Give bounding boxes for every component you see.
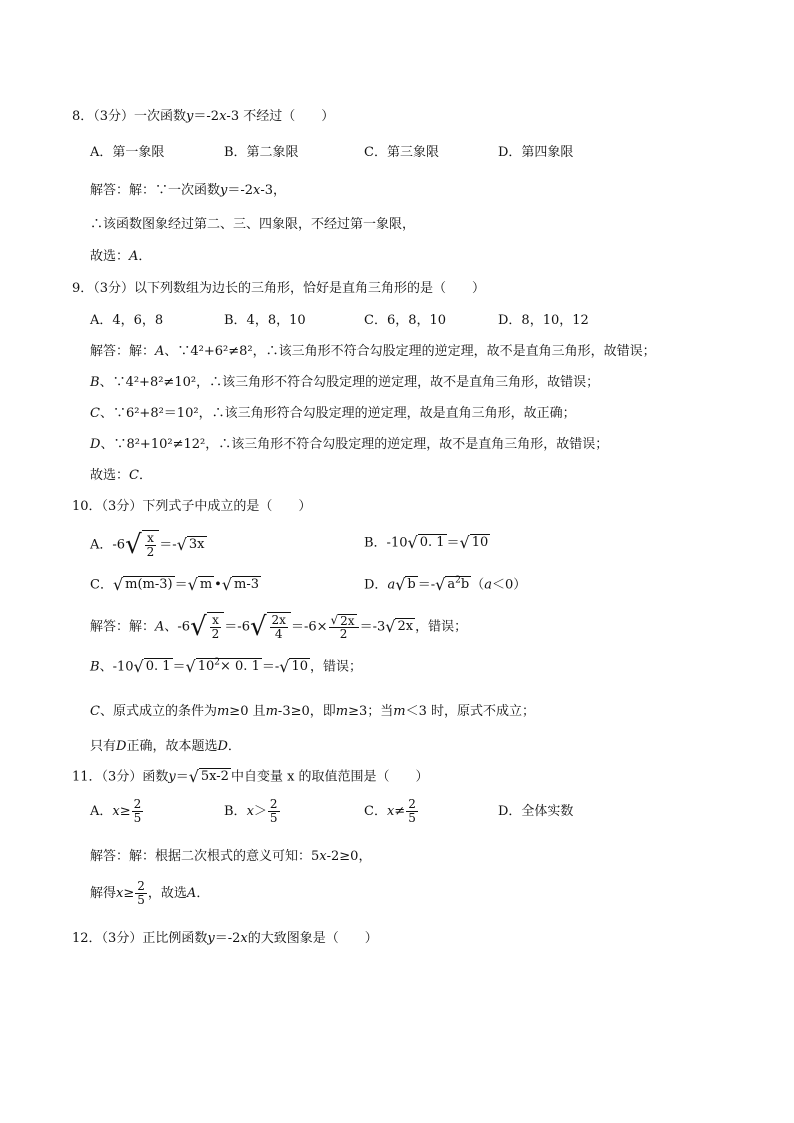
radical: √ $\frac{x}{2}$: [190, 612, 224, 642]
q11-option-a: A．x≥ $\frac{2}{5}$: [90, 797, 142, 825]
radical: √ b: [395, 575, 416, 594]
radical: √ m-3: [221, 575, 260, 594]
q8-option-a: A．第一象限: [90, 145, 165, 160]
q10-answer-end: 只有D正确，故本题选D．: [90, 739, 241, 754]
radical: √ 10: [279, 657, 309, 676]
q9-option-c: C．6，8，10: [364, 313, 447, 328]
radical: √ 10: [459, 533, 489, 552]
q10-option-a: A．-6 √ $\frac{x}{2}$ ＝- √ 3x: [90, 530, 205, 560]
q8-option-c: C．第三象限: [364, 145, 439, 160]
q11-options: [0, 798, 794, 830]
q10-answer-c: C、原式成立的条件为m≥0 且m-3≥0，即m≥3；当m＜3 时，原式不成立；: [90, 704, 535, 719]
radical: √ 2x: [385, 617, 414, 636]
q10-option-c: C． √ m(m-3) ＝ √ m • √ m-3: [90, 575, 260, 594]
radical: √ 2x: [330, 612, 355, 628]
q9-options: [0, 312, 794, 330]
q10-option-d: D．a √ b ＝- √ $a^2b$ （a＜0）: [364, 575, 527, 594]
radical: √ 0. 1: [407, 533, 445, 552]
q11-option-b: B．x＞ $\frac{2}{5}$: [224, 797, 278, 825]
radical: √ m: [187, 575, 213, 594]
q8-options: [0, 144, 794, 162]
q9-option-d: D．8，10，12: [498, 313, 589, 328]
q9-answer-c: C、∵6²+8²＝10²，∴该三角形符合勾股定理的逆定理，故是直角三角形，故正确；: [90, 406, 576, 421]
radical: √ m(m-3): [112, 575, 173, 594]
q9-answer-a: 解答：解：A、∵4²+6²≠8²，∴该三角形不符合勾股定理的逆定理，故不是直角三角形，故错误；: [90, 344, 656, 359]
q11-option-d: D．全体实数: [498, 804, 574, 819]
q9-stem: 9．（3分）以下列数组为边长的三角形，恰好是直角三角形的是（ ）: [72, 281, 486, 296]
radical: √ $10^2\times 0$. 1: [185, 657, 260, 676]
q9-answer-d: D、∵8²+10²≠12²，∴该三角形不符合勾股定理的逆定理，故不是直角三角形，故错误；: [90, 437, 609, 452]
q11-option-c: C．x≠ $\frac{2}{5}$: [364, 797, 416, 825]
q12-stem: 12．（3分）正比例函数y＝-2x的大致图象是（ ）: [72, 931, 378, 946]
q9-option-a: A．4，6，8: [90, 313, 164, 328]
q9-answer-b: B、∵4²+8²≠10²，∴该三角形不符合勾股定理的逆定理，故不是直角三角形，故错误；: [90, 375, 600, 390]
q8-option-b: B．第二象限: [224, 145, 299, 160]
q9-answer-end: 故选：C．: [90, 468, 152, 483]
radical: √ 0. 1: [133, 657, 171, 676]
q11-stem: 11．（3分）函数y＝ √ 5x-2 中自变量 x 的取值范围是（ ）: [72, 767, 429, 786]
q8-option-d: D．第四象限: [498, 145, 574, 160]
q8-stem: 8．（3分）一次函数y＝-2x-3 不经过（ ）: [72, 109, 335, 124]
q11-answer-line-1: 解答：解：根据二次根式的意义可知：5x-2≥0，: [90, 849, 372, 864]
radical: √ 5x-2: [188, 767, 229, 786]
q10-option-b: B．-10 √ 0. 1 ＝ √ 10: [364, 533, 489, 552]
radical: √ $\frac{2x}{4}$: [250, 612, 291, 642]
q10-stem: 10．（3分）下列式子中成立的是（ ）: [72, 499, 312, 514]
q10-answer-a: 解答：解：A、-6 √ $\frac{x}{2}$ ＝-6 √ $\frac{2x}{4}$ ＝-6× √ 2x 2 ＝-3 √ 2x ，错误；: [90, 612, 468, 642]
radical: √ 3x: [176, 535, 205, 554]
q9-option-b: B．4，8，10: [224, 313, 306, 328]
q8-answer-line-2: ∴该函数图象经过第二、三、四象限，不经过第一象限，: [90, 217, 416, 232]
radical: √ $a^2b$: [435, 575, 470, 594]
radical: √ $\frac{x}{2}$: [125, 530, 159, 560]
q8-answer-line-1: 解答：解：∵一次函数y＝-2x-3，: [90, 183, 287, 198]
q8-answer-line-3: 故选：A．: [90, 249, 152, 264]
q11-answer-line-2: 解得x≥ $\frac{2}{5}$ ，故选A．: [90, 879, 210, 907]
q10-answer-b: B、-10 √ 0. 1 ＝ √ $10^2\times 0$. 1 ＝- √ 10 ，错误；: [90, 657, 363, 676]
